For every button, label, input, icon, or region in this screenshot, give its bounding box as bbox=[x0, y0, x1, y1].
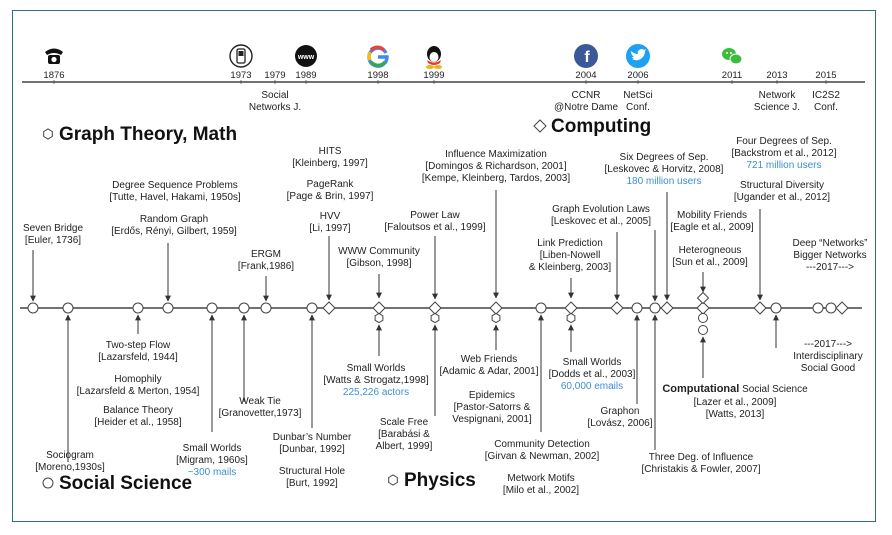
label-line: Deep “Networks” bbox=[792, 238, 868, 249]
timeline-subnode bbox=[699, 326, 708, 335]
label-line: [Moreno,1930s] bbox=[35, 462, 105, 473]
timeline-node bbox=[826, 303, 836, 313]
year-event-label: CCNR bbox=[571, 90, 601, 101]
label-line: [Tutte, Havel, Hakami, 1950s] bbox=[109, 192, 241, 203]
label-line: [Kempe, Kleinberg, Tardos, 2003] bbox=[421, 173, 571, 184]
label-line: [Girvan & Newman, 2002] bbox=[484, 451, 600, 462]
year-label: 2013 bbox=[766, 70, 788, 81]
label-line: [Watts & Strogatz,1998] bbox=[323, 375, 429, 386]
label-line: [Lazarsfeld, 1944] bbox=[98, 352, 178, 363]
label-line: Random Graph bbox=[139, 214, 209, 225]
label-line: [Li, 1997] bbox=[309, 223, 351, 234]
field-computing: Computing bbox=[551, 116, 652, 137]
label-line: [Migram, 1960s] bbox=[176, 455, 248, 466]
timeline-node bbox=[661, 302, 673, 314]
label-line: [Granovetter,1973] bbox=[218, 408, 302, 419]
svg-text:www: www bbox=[297, 54, 315, 61]
label-power-law bbox=[384, 210, 485, 233]
label-line: Balance Theory bbox=[103, 405, 173, 416]
label-line: [Adamic & Adar, 2001] bbox=[439, 366, 539, 377]
year-event-label: Network bbox=[758, 90, 796, 101]
svg-text:f: f bbox=[584, 49, 590, 66]
year-event-label: Conf. bbox=[814, 102, 838, 113]
year-event-label: Social bbox=[261, 90, 289, 101]
label-network-motifs bbox=[503, 473, 579, 496]
label-line: Web Friends bbox=[460, 354, 518, 365]
timeline-node bbox=[754, 302, 766, 314]
label-line: Two-step Flow bbox=[105, 340, 171, 351]
label-www-community bbox=[338, 246, 420, 269]
label-line: [Milo et al., 2002] bbox=[502, 485, 580, 496]
year-label: 1989 bbox=[295, 70, 317, 81]
label-line: [Frank,1986] bbox=[237, 261, 295, 272]
label-line: [Dunbar, 1992] bbox=[279, 444, 345, 455]
label-note: 60,000 emails bbox=[560, 381, 624, 392]
label-line: Graph Evolution Laws bbox=[552, 204, 650, 215]
timeline-node bbox=[650, 303, 660, 313]
timeline-subnode bbox=[431, 314, 439, 323]
label-line: [Domingos & Richardson, 2001] bbox=[425, 161, 567, 172]
label-two-step-flow bbox=[98, 340, 178, 363]
field-physics: Physics bbox=[404, 470, 476, 491]
label-line: Scale Free bbox=[379, 417, 429, 428]
label-line: [Lovász, 2006] bbox=[587, 418, 653, 429]
label-line: [Heider et al., 1958] bbox=[94, 417, 182, 428]
year-event-label: @Notre Dame bbox=[553, 102, 619, 113]
label-line: HVV bbox=[319, 211, 341, 222]
label-line: Small Worlds bbox=[182, 443, 242, 454]
year-label: 1999 bbox=[423, 70, 445, 81]
timeline-node bbox=[836, 302, 848, 314]
label-heterogeneous bbox=[672, 245, 748, 268]
timeline-subnode bbox=[698, 293, 709, 304]
label-line: HITS bbox=[318, 146, 342, 157]
timeline-node bbox=[565, 302, 577, 314]
label-line: [Faloutsos et al., 1999] bbox=[384, 222, 486, 233]
label-line: [Watts, 2013] bbox=[705, 409, 765, 420]
label-line: Sociogram bbox=[46, 450, 94, 461]
label-six-degrees bbox=[605, 152, 724, 187]
label-sociogram bbox=[35, 450, 105, 473]
label-scale-free bbox=[376, 417, 433, 452]
timeline-node bbox=[771, 303, 781, 313]
label-weak-tie bbox=[219, 396, 302, 419]
timeline-node bbox=[536, 303, 546, 313]
label-line: Interdisciplinary bbox=[793, 351, 863, 362]
label-graphon bbox=[587, 406, 652, 429]
timeline-node bbox=[813, 303, 823, 313]
label-deep-networks bbox=[792, 238, 867, 273]
label-random-graph bbox=[111, 214, 237, 237]
label-ergm bbox=[238, 249, 294, 272]
year-event-label: Conf. bbox=[626, 102, 650, 113]
label-line: [Christakis & Fowler, 2007] bbox=[641, 464, 761, 475]
label-line: Influence Maximization bbox=[445, 149, 547, 160]
field-graph-theory: Graph Theory, Math bbox=[59, 124, 238, 145]
year-label: 1979 bbox=[264, 70, 286, 81]
timeline-node bbox=[429, 302, 441, 314]
label-line: ---2017---> bbox=[803, 339, 853, 350]
timeline-node bbox=[323, 302, 335, 314]
twitter-icon bbox=[626, 44, 650, 68]
label-line: Community Detection bbox=[494, 439, 590, 450]
label-line: ERGM bbox=[251, 249, 281, 260]
label-hits bbox=[292, 146, 368, 169]
field-marker bbox=[389, 475, 398, 485]
label-line: Social Good bbox=[800, 363, 856, 374]
year-label: 2006 bbox=[627, 70, 649, 81]
label-line: Homophily bbox=[114, 374, 162, 385]
label-line: Power Law bbox=[410, 210, 460, 221]
label-homophily bbox=[77, 374, 200, 397]
label-line: PageRank bbox=[306, 179, 354, 190]
label-line: [Lazarsfeld & Merton, 1954] bbox=[76, 386, 200, 397]
year-event-label: NetSci bbox=[623, 90, 653, 101]
field-marker bbox=[43, 478, 53, 488]
year-event-label: Networks J. bbox=[248, 102, 302, 113]
label-web-friends bbox=[440, 354, 539, 377]
label-line: [Liben-Nowell bbox=[539, 250, 601, 261]
label-line: Epidemics bbox=[468, 390, 516, 401]
timeline-node bbox=[261, 303, 271, 313]
timeline-node bbox=[163, 303, 173, 313]
label-community-detection bbox=[485, 439, 600, 462]
google-icon bbox=[369, 47, 387, 66]
label-line: [Ugander et al., 2012] bbox=[733, 192, 831, 203]
timeline-node bbox=[307, 303, 317, 313]
label-line: [Eagle et al., 2009] bbox=[670, 222, 754, 233]
label-line: ---2017---> bbox=[805, 262, 855, 273]
telephone-icon bbox=[45, 49, 63, 65]
label-line: [Leskovec & Horvitz, 2008] bbox=[604, 164, 724, 175]
label-line: Mobility Friends bbox=[676, 210, 748, 221]
year-label: 1876 bbox=[43, 70, 65, 81]
label-line: [Erdős, Rényi, Gilbert, 1959] bbox=[111, 226, 237, 237]
label-line: Metwork Motifs bbox=[507, 473, 575, 484]
label-note: 721 million users bbox=[746, 160, 822, 171]
year-label: 2015 bbox=[815, 70, 837, 81]
label-title: Computational Social Science bbox=[662, 383, 808, 395]
label-line: [Backstrom et al., 2012] bbox=[731, 148, 837, 159]
label-four-degrees bbox=[731, 136, 836, 171]
timeline-subnode bbox=[567, 314, 575, 323]
year-label: 1998 bbox=[367, 70, 389, 81]
timeline-subnode bbox=[699, 314, 708, 323]
label-three-degrees bbox=[642, 452, 761, 475]
label-line: Small Worlds bbox=[346, 363, 406, 374]
year-event-label: Science J. bbox=[753, 102, 801, 113]
label-seven-bridge bbox=[23, 223, 83, 246]
label-line: Heterogneous bbox=[678, 245, 742, 256]
label-dunbar bbox=[273, 432, 352, 455]
label-line: [Barabási & bbox=[378, 429, 430, 440]
label-note: 180 million users bbox=[626, 176, 702, 187]
year-label: 1973 bbox=[230, 70, 252, 81]
facebook-icon bbox=[574, 44, 598, 68]
label-line: [Pastor-Satorrs & bbox=[453, 402, 531, 413]
label-line: Degree Sequence Problems bbox=[112, 180, 238, 191]
label-line: Albert, 1999] bbox=[375, 441, 433, 452]
label-small-worlds-1960 bbox=[176, 443, 248, 478]
label-structural-diversity bbox=[734, 180, 830, 203]
qq-icon bbox=[426, 46, 442, 69]
timeline-subnode bbox=[492, 314, 500, 323]
wechat-icon bbox=[722, 48, 742, 64]
timeline-node bbox=[632, 303, 642, 313]
field-social-science: Social Science bbox=[59, 473, 193, 494]
label-line: [Gibson, 1998] bbox=[346, 258, 412, 269]
year-label: 2011 bbox=[721, 70, 743, 81]
timeline-node bbox=[373, 302, 385, 314]
timeline-node bbox=[63, 303, 73, 313]
label-line: Small Worlds bbox=[562, 357, 622, 368]
label-line: Six Degrees of Sep. bbox=[619, 152, 709, 163]
label-line: Dunbar’s Number bbox=[272, 432, 352, 443]
label-line: Four Degrees of Sep. bbox=[736, 136, 832, 147]
timeline-node bbox=[239, 303, 249, 313]
label-line: Seven Bridge bbox=[22, 223, 84, 234]
label-mobility-friends bbox=[670, 210, 754, 233]
label-line: [Sun et al., 2009] bbox=[672, 257, 748, 268]
timeline-node bbox=[490, 302, 502, 314]
label-line: Three Deg. of Influence bbox=[648, 452, 754, 463]
label-line: Weak Tie bbox=[239, 396, 281, 407]
label-line: [Euler, 1736] bbox=[24, 235, 82, 246]
label-line: Bigger Networks bbox=[793, 250, 867, 261]
label-note: 225,226 actors bbox=[342, 387, 410, 398]
label-epidemics bbox=[452, 390, 532, 425]
label-structural-hole bbox=[279, 466, 346, 489]
label-balance-theory bbox=[94, 405, 181, 428]
timeline-subnode bbox=[375, 314, 383, 323]
label-degree-sequence bbox=[109, 180, 241, 203]
label-line: Vespignani, 2001] bbox=[452, 414, 532, 425]
label-line: WWW Community bbox=[338, 246, 420, 257]
www-icon bbox=[295, 45, 317, 67]
label-pagerank bbox=[287, 179, 374, 202]
label-line: Structural Hole bbox=[278, 466, 346, 477]
label-line: [Leskovec et al., 2005] bbox=[550, 216, 652, 227]
label-comp-social-science bbox=[662, 383, 808, 420]
label-line: [Dodds et al., 2003] bbox=[548, 369, 636, 380]
label-small-worlds-2003 bbox=[549, 357, 636, 392]
label-influence-max bbox=[422, 149, 570, 184]
label-line: [Kleinberg, 1997] bbox=[292, 158, 368, 169]
label-note: ~300 mails bbox=[187, 467, 237, 478]
year-label: 2004 bbox=[575, 70, 597, 81]
label-line: [Burt, 1992] bbox=[286, 478, 338, 489]
label-interdisciplinary bbox=[793, 339, 862, 374]
label-hvv bbox=[309, 211, 350, 234]
label-link-prediction bbox=[529, 238, 612, 273]
label-line: Graphon bbox=[600, 406, 640, 417]
label-small-worlds-1998 bbox=[323, 363, 428, 398]
label-line: Structural Diversity bbox=[740, 180, 824, 191]
timeline-node bbox=[133, 303, 143, 313]
field-marker bbox=[44, 129, 53, 139]
label-line: Link Prediction bbox=[537, 238, 603, 249]
label-line: [Page & Brin, 1997] bbox=[286, 191, 374, 202]
timeline-node bbox=[28, 303, 38, 313]
label-line: & Kleinberg, 2003] bbox=[528, 262, 612, 273]
field-marker bbox=[534, 120, 546, 132]
label-graph-evolution bbox=[551, 204, 651, 227]
mobile-phone-icon bbox=[230, 45, 252, 67]
timeline-node bbox=[611, 302, 623, 314]
label-line: [Lazer et al., 2009] bbox=[693, 397, 777, 408]
timeline-node bbox=[207, 303, 217, 313]
year-event-label: IC2S2 bbox=[812, 90, 840, 101]
